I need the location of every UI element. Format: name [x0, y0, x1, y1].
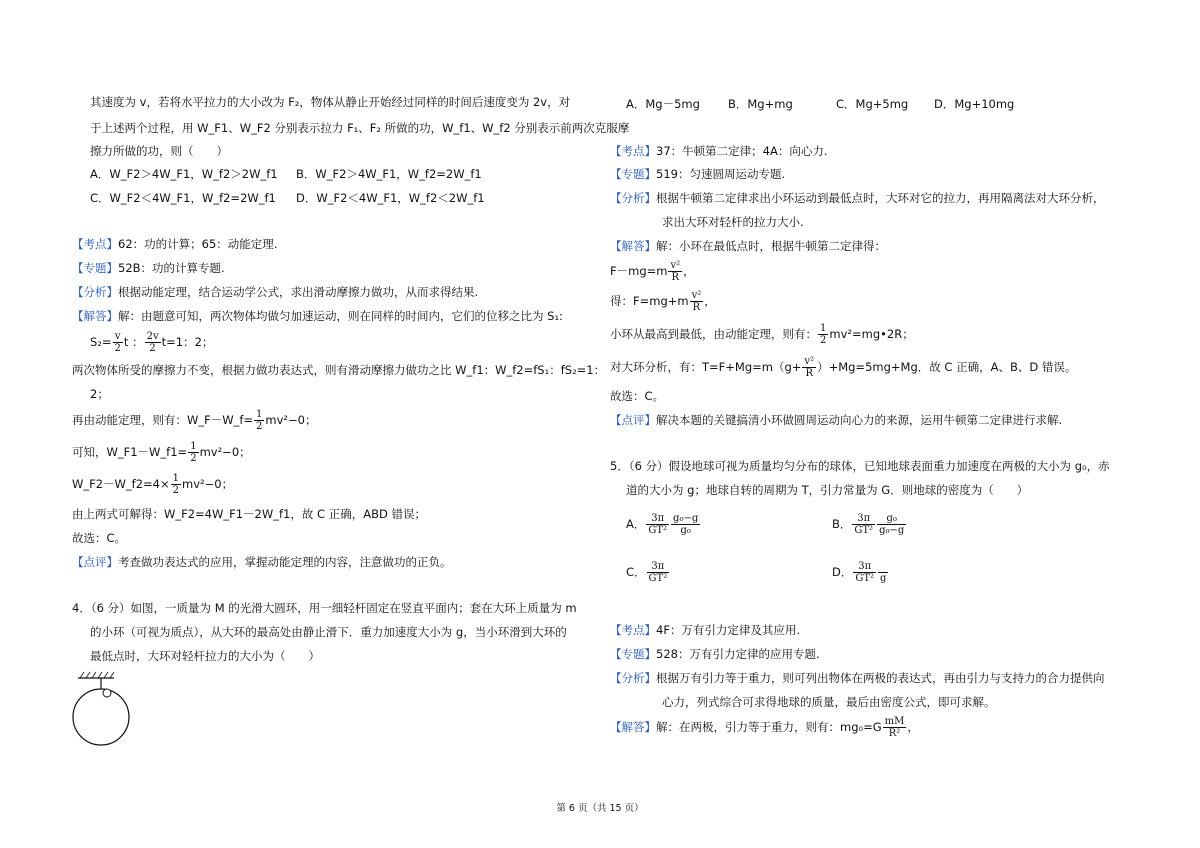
- q4-jieda-4: 小环从最高到最低，由动能定理，则有： $\frac{1}{2}$ mv²=mg•2R；: [610, 323, 914, 346]
- q3-jieda-8: 由上两式可解得：W_F2=4W_F1－2W_f1，故 C 正确，ABD 错误；: [72, 507, 426, 521]
- fraction-3pi-over-gt2: $\frac{3\pi}{\text{GT²}}$: [648, 561, 668, 584]
- fraction-v-over-2: $\frac{v}{2}$: [114, 331, 121, 354]
- fraction-g0-over-g0-g: $\frac{\text{g₀}}{\text{g₀−g}}$: [879, 513, 905, 536]
- q3-jieda-2: [90, 330, 213, 354]
- q3-option-b: B．W_F2＞4W_F1，W_f2=2W_f1: [296, 167, 482, 181]
- jieda-text: 解：小环在最低点时，根据牛顿第二定律得：: [656, 239, 886, 253]
- q4-line1: 4．（6 分）如图，一质量为 M 的光滑大圆环，用一细轻杆固定在竖直平面内；套在大环上质量为 m: [72, 601, 577, 615]
- zhuanti-text: 528：万有引力定律的应用专题.: [656, 647, 820, 661]
- kaodian-text: 37：牛顿第二定律；4A：向心力.: [656, 144, 828, 158]
- fenxi-text: 根据万有引力等于重力，则可列出物体在两极的表达式，再由引力与支持力的合力提供向: [656, 671, 1105, 685]
- kaodian-text: 4F：万有引力定律及其应用.: [656, 623, 801, 637]
- q3-option-a: A．W_F2＞4W_F1，W_f2＞2W_f1: [90, 167, 278, 181]
- zhuanti-tag: 【专题】: [610, 167, 656, 181]
- jieda-text: 解：在两极，引力等于重力，则有：mg₀=G: [656, 720, 882, 734]
- q4-line3: 最低点时，大环对轻杆拉力的大小为（ ）: [90, 649, 320, 663]
- kaodian-tag: 【考点】: [610, 623, 656, 637]
- q4-fenxi-2: 求出大环对轻杆的拉力大小.: [662, 215, 804, 229]
- q3-option-d: D．W_F2＜4W_F1，W_f2＜2W_f1: [296, 191, 485, 205]
- q3-line3: 擦力所做的功，则（ ）: [90, 144, 228, 158]
- q5-option-d: D． $\frac{3\pi}{\text{GT²}}$ g: [832, 561, 887, 584]
- jieda-text: 解：由题意可知，两次物体均做匀加速运动，则在同样的时间内，它们的位移之比为 S₁:: [118, 309, 563, 323]
- q4-jieda-5: 对大环分析，有：T=F+Mg=m（g+ $\frac{\text{v²}}{R}$ ）+Mg=5mg+Mg．故 C 正确，A、B、D 错误。: [610, 356, 1077, 379]
- q4-option-d: D．Mg+10mg: [934, 97, 1015, 111]
- q3-line1: 其速度为 v，若将水平拉力的大小改为 F₂，物体从静止开始经过同样的时间后速度变为 2v，对: [90, 95, 571, 109]
- q4-option-a: A．Mg－5mg: [626, 97, 700, 111]
- page-footer: 第 6 页（共 15 页）: [556, 803, 644, 814]
- fraction-v2-over-r: $\frac{\text{v²}}{R}$: [804, 356, 815, 379]
- jieda-tag: 【解答】: [610, 720, 656, 734]
- fraction-g0-g-over-g0: $\frac{\text{g₀−g}}{\text{g₀}}$: [673, 513, 699, 536]
- q3-jieda-4: 2；: [90, 387, 109, 401]
- jieda-tag: 【解答】: [610, 239, 656, 253]
- fenxi-tag: 【分析】: [72, 285, 118, 299]
- q4-jieda-2: F－mg=m $\frac{\text{v²}}{R}$ ，: [610, 260, 695, 283]
- fraction-g: g: [878, 561, 888, 584]
- fraction-v2-over-r: $\frac{\text{v²}}{R}$: [691, 290, 702, 313]
- q3-zhuanti: [72, 260, 225, 276]
- zhuanti-tag: 【专题】: [72, 261, 118, 275]
- q5-line1: 5．（6 分）假设地球可视为质量均匀分布的球体，已知地球表面重力加速度在两极的大小为 g₀，赤: [610, 459, 1110, 473]
- q4-jieda-6: 故选：C。: [610, 389, 665, 403]
- kaodian-text: 62：功的计算；65：动能定理.: [118, 237, 278, 251]
- q4-jieda-1: [610, 238, 886, 254]
- q3-jieda-1: [72, 308, 563, 324]
- ring-diagram: [72, 670, 152, 750]
- q3-jieda-5: 再由动能定理，则有：W_F－W_f= $\frac{1}{2}$ mv²−0；: [72, 409, 317, 432]
- dianping-text: 解决本题的关键搞清小环做圆周运动向心力的来源，运用牛顿第二定律进行求解.: [656, 413, 1063, 427]
- kaodian-tag: 【考点】: [72, 237, 118, 251]
- ratio-label: S₂=: [90, 335, 112, 349]
- dianping-tag: 【点评】: [610, 413, 656, 427]
- ratio-result: t=1：2；: [161, 335, 214, 349]
- q5-jieda-1: 【解答】解：在两极，引力等于重力，则有：mg₀=G $\frac{mM}{\text{R²}}$ ，: [610, 716, 919, 739]
- q3-kaodian: [72, 236, 277, 252]
- q3-jieda-6: 可知，W_F1－W_f1= $\frac{1}{2}$ mv²−0；: [72, 441, 251, 464]
- jieda-tag: 【解答】: [72, 309, 118, 323]
- zhuanti-text: 519：匀速圆周运动专题.: [656, 167, 786, 181]
- q4-zhuanti: [610, 166, 785, 182]
- q3-line2: 于上述两个过程，用 W_F1、W_F2 分别表示拉力 F₁、F₂ 所做的功，W_f1、W_f2 分别表示前两次克服摩: [90, 121, 630, 135]
- q5-option-b: B． $\frac{3\pi}{\text{GT²}}$ $\frac{\text{g₀}}{\text{g₀−g}}$: [832, 513, 905, 536]
- q4-jieda-3: 得：F=mg+m $\frac{\text{v²}}{R}$ ，: [610, 290, 716, 313]
- q3-jieda-9: 故选：C。: [72, 531, 127, 545]
- q3-jieda-7: W_F2－W_f2=4× $\frac{1}{2}$ mv²−0；: [72, 473, 234, 496]
- q4-option-c: C．Mg+5mg: [836, 97, 909, 111]
- fenxi-text: 根据动能定理，结合运动学公式，求出滑动摩擦力做功，从而求得结果.: [118, 285, 479, 299]
- zhuanti-text: 52B：功的计算专题.: [118, 261, 225, 275]
- fraction-half: $\frac{1}{2}$: [820, 323, 827, 346]
- q5-line2: 道的大小为 g；地球自转的周期为 T，引力常量为 G．则地球的密度为（ ）: [626, 483, 1029, 497]
- fenxi-tag: 【分析】: [610, 191, 656, 205]
- q4-kaodian: [610, 143, 827, 159]
- fenxi-text: 根据牛顿第二定律求出小环运动到最低点时，大环对它的拉力，再用隔离法对大环分析，: [656, 191, 1105, 205]
- zhuanti-tag: 【专题】: [610, 647, 656, 661]
- fraction-half: $\frac{1}{2}$: [172, 473, 180, 496]
- q4-line2: 的小环（可视为质点），从大环的最高处由静止滑下．重力加速度大小为 g，当小环滑到大环的: [90, 625, 567, 639]
- fraction-v2-over-r: $\frac{\text{v²}}{R}$: [670, 260, 681, 283]
- q3-option-c: C．W_F2＜4W_F1，W_f2=2W_f1: [90, 191, 276, 205]
- fraction-3pi-over-gt2: $\frac{3\pi}{\text{GT²}}$: [648, 513, 668, 536]
- q5-fenxi-1: [610, 670, 1105, 686]
- q4-fenxi-1: [610, 190, 1105, 206]
- fraction-mm-over-r2: $\frac{mM}{\text{R²}}$: [884, 716, 905, 739]
- kaodian-tag: 【考点】: [610, 144, 656, 158]
- fraction-2v-over-2: $\frac{2v}{2}$: [146, 331, 159, 354]
- q5-option-a: A． $\frac{3\pi}{\text{GT²}}$ $\frac{\text{g₀−g}}{\text{g₀}}$: [626, 513, 699, 536]
- fraction-half: $\frac{1}{2}$: [256, 409, 263, 432]
- dianping-text: 考查做功表达式的应用，掌握动能定理的内容，注意做功的正负。: [118, 555, 452, 569]
- q3-jieda-3: 两次物体所受的摩擦力不变，根据力做功表达式，则有滑动摩擦力做功之比 W_f1：W_f2=fS₁：fS₂=1：: [72, 363, 606, 377]
- fraction-half: $\frac{1}{2}$: [190, 441, 197, 464]
- q4-option-b: B．Mg+mg: [728, 97, 793, 111]
- q4-dianping: [610, 412, 1062, 428]
- q5-zhuanti: [610, 646, 820, 662]
- fraction-3pi-over-gt2: $\frac{3\pi}{\text{GT²}}$: [854, 513, 874, 536]
- dianping-tag: 【点评】: [72, 555, 118, 569]
- q3-fenxi: [72, 284, 478, 300]
- q5-fenxi-2: 心力，列式综合可求得地球的质量，最后由密度公式，即可求解。: [662, 695, 996, 709]
- q5-kaodian: [610, 622, 800, 638]
- q3-dianping: [72, 554, 452, 570]
- fenxi-tag: 【分析】: [610, 671, 656, 685]
- fraction-3pi-over-gt2-g: $\frac{3\pi}{\text{GT²}}$: [855, 561, 875, 584]
- ratio-sep: t ：: [123, 335, 144, 349]
- q5-option-c: C． $\frac{3\pi}{\text{GT²}}$: [626, 561, 668, 584]
